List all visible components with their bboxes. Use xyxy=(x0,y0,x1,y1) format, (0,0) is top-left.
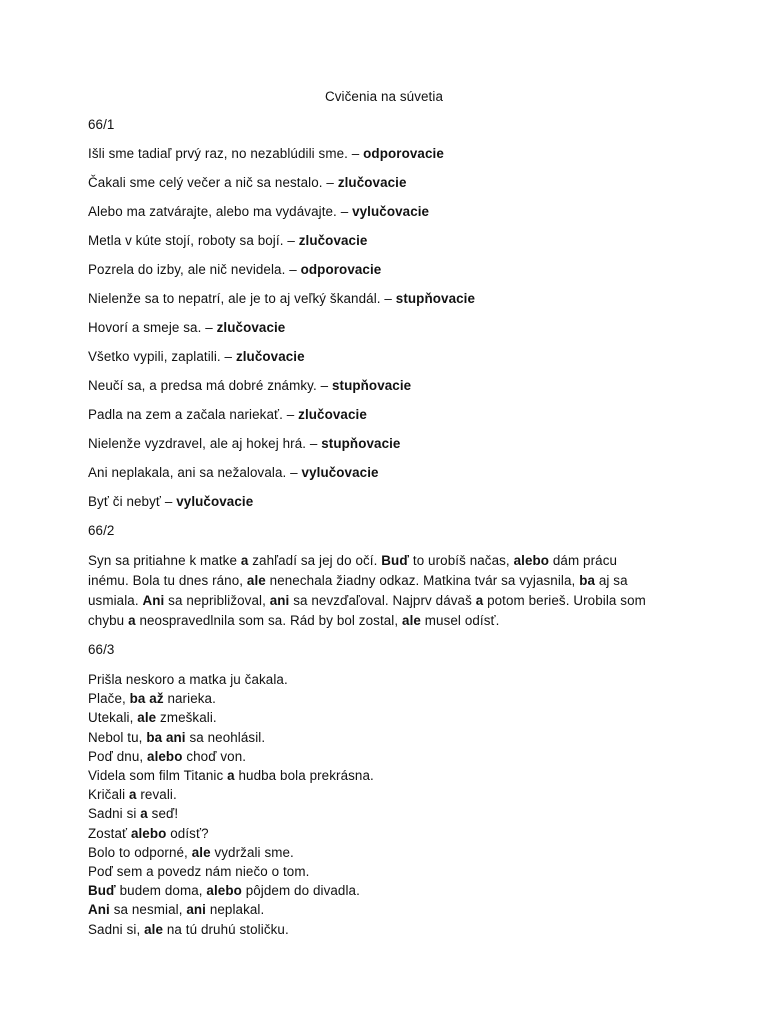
sentence-text: Nielenže vyzdravel, ale aj hokej hrá. – xyxy=(88,436,322,451)
sentence-line xyxy=(88,348,680,366)
sentence-text: Poď dnu, xyxy=(88,748,148,764)
sentence-text: Alebo ma zatvárajte, alebo ma vydávajte. – xyxy=(88,204,353,219)
sentence-text: neospravedlnila som sa. Rád by bol zostal, xyxy=(135,613,403,628)
sentence-text: sa nepribližoval, xyxy=(164,593,270,608)
bold-term: ba ani xyxy=(146,729,186,745)
sentence-line xyxy=(88,377,680,395)
sentence-text: potom berieš. Urobila som xyxy=(483,593,646,608)
sentence-line xyxy=(88,290,680,308)
sentence-list xyxy=(88,145,680,511)
sentence-text: Videla som film Titanic xyxy=(88,768,228,784)
bold-term: alebo xyxy=(147,748,183,764)
sentence-line xyxy=(88,406,680,424)
bold-term: alebo xyxy=(513,553,550,568)
sentence-text: inému. Bola tu dnes ráno, xyxy=(88,573,247,588)
bold-term: Ani xyxy=(142,593,165,608)
sentence-text: Padla na zem a začala nariekať. – xyxy=(88,407,299,422)
bold-term: ale xyxy=(246,573,266,588)
sentence-text: Všetko vypili, zaplatili. – xyxy=(88,349,236,364)
sentence-text: Čakali sme celý večer a nič sa nestalo. – xyxy=(88,175,338,190)
sentence-line xyxy=(88,232,680,250)
sentence-text: Sadni si xyxy=(88,806,141,822)
sentence-text: choď von. xyxy=(182,748,247,764)
paragraph-line xyxy=(88,571,680,591)
sentence-line xyxy=(88,728,680,747)
sentence-text: to urobíš načas, xyxy=(409,553,514,568)
bold-term: stupňovacie xyxy=(321,436,401,451)
paragraph-line xyxy=(88,611,680,631)
sentence-line xyxy=(88,464,680,482)
bold-term: zlučovacie xyxy=(235,349,305,364)
sentence-line xyxy=(88,785,680,804)
sentence-line xyxy=(88,319,680,337)
bold-term: vylučovacie xyxy=(301,465,379,480)
section-66-2 xyxy=(88,522,680,631)
bold-term: alebo xyxy=(130,825,167,841)
sentence-text: odísť? xyxy=(166,825,209,841)
bold-term: ale xyxy=(144,921,164,937)
sentence-text: nenechala žiadny odkaz. Matkina tvár sa vyjasnila, xyxy=(265,573,580,588)
paragraph xyxy=(88,551,680,631)
paragraph-line xyxy=(88,551,680,571)
document-title: Cvičenia na súvetia xyxy=(324,89,443,104)
sentence-line xyxy=(88,670,680,689)
sentence-text: Poď sem a povedz nám niečo o tom. xyxy=(88,864,310,880)
bold-term: stupňovacie xyxy=(331,378,412,393)
sentence-text: Metla v kúte stojí, roboty sa bojí. – xyxy=(88,233,299,248)
bold-term: ba až xyxy=(129,691,164,707)
sentence-text: Nebol tu, xyxy=(88,729,147,745)
bold-term: ani xyxy=(186,902,206,918)
sentence-text: Ani neplakala, ani sa nežalovala. – xyxy=(88,465,302,480)
bold-term: Buď xyxy=(381,553,410,568)
sentence-line xyxy=(88,824,680,843)
sentence-text: Sadni si, xyxy=(88,921,145,937)
sentence-line xyxy=(88,900,680,919)
sentence-text: zahľadí sa jej do očí. xyxy=(248,553,382,568)
sentence-text: Išli sme tadiaľ prvý raz, no nezablúdili sme. – xyxy=(88,146,364,161)
sentence-line xyxy=(88,435,680,453)
sentence-text: Nielenže sa to nepatrí, ale je to aj veľký škandál. – xyxy=(88,291,396,306)
bold-term: vylučovacie xyxy=(352,204,430,219)
sentence-text: sa nevzďaľoval. Najprv dávaš xyxy=(289,593,476,608)
bold-term: ani xyxy=(269,593,290,608)
sentence-text: neplakal. xyxy=(206,902,265,918)
sentence-text: aj sa xyxy=(595,573,628,588)
sentence-line xyxy=(88,766,680,785)
sentence-line xyxy=(88,843,680,862)
sentence-line xyxy=(88,689,680,708)
bold-term: a xyxy=(475,593,484,608)
bold-term: odporovacie xyxy=(363,146,444,161)
sentence-text: chybu xyxy=(88,613,129,628)
sentence-line xyxy=(88,747,680,766)
bold-term: Buď xyxy=(88,883,116,899)
sentence-text: Syn sa pritiahne k matke xyxy=(88,553,241,568)
bold-term: zlučovacie xyxy=(298,407,367,422)
sentence-line xyxy=(88,174,680,192)
sentence-line xyxy=(88,145,680,163)
sentence-text: pôjdem do divadla. xyxy=(241,883,360,899)
sentence-text: na tú druhú stoličku. xyxy=(163,921,289,937)
bold-term: ba xyxy=(579,573,596,588)
sentence-line xyxy=(88,804,680,823)
sentence-text: Zostať xyxy=(88,825,131,841)
bold-term: zlučovacie xyxy=(337,175,407,190)
bold-term: ale xyxy=(137,710,157,726)
bold-term: vylučovacie xyxy=(176,494,254,509)
sentence-text: zmeškali. xyxy=(156,710,217,726)
section-heading: 66/3 xyxy=(88,642,115,657)
sentence-line xyxy=(88,493,680,511)
sentence-text: budem doma, xyxy=(115,883,207,899)
bold-term: odporovacie xyxy=(300,262,382,277)
bold-term: zlučovacie xyxy=(298,233,368,248)
bold-term: a xyxy=(240,553,249,568)
sentence-list xyxy=(88,670,680,939)
sentence-line xyxy=(88,708,680,727)
sentence-text: sa neohlásil. xyxy=(185,729,266,745)
sentence-text: Neučí sa, a predsa má dobré známky. – xyxy=(88,378,332,393)
sentence-line xyxy=(88,261,680,279)
bold-term: ale xyxy=(191,844,211,860)
sentence-line xyxy=(88,920,680,939)
section-66-1 xyxy=(88,116,680,511)
bold-term: Ani xyxy=(88,902,110,918)
section-66-3 xyxy=(88,641,680,939)
sentence-text: Utekali, xyxy=(88,710,138,726)
sentence-text: Pozrela do izby, ale nič nevidela. – xyxy=(88,262,301,277)
section-heading: 66/1 xyxy=(88,117,115,132)
sentence-text: narieka. xyxy=(163,691,216,707)
sentence-text: Prišla neskoro a matka ju čakala. xyxy=(88,672,288,687)
sentence-line xyxy=(88,881,680,900)
paragraph-line xyxy=(88,591,680,611)
sentence-text: vydržali sme. xyxy=(210,844,294,860)
sentence-text: seď! xyxy=(147,806,179,822)
bold-term: a xyxy=(128,787,137,803)
sentence-text: Plače, xyxy=(88,691,130,707)
sentence-line xyxy=(88,862,680,881)
sentence-text: revali. xyxy=(136,787,177,803)
section-heading: 66/2 xyxy=(88,523,115,538)
bold-term: a xyxy=(128,613,136,628)
sentence-text: dám prácu xyxy=(549,553,618,568)
bold-term: ale xyxy=(402,613,421,628)
bold-term: zlučovacie xyxy=(216,320,286,335)
bold-term: a xyxy=(140,806,148,822)
sentence-line xyxy=(88,203,680,221)
sentence-text: Kričali xyxy=(88,787,129,803)
sentence-text: Hovorí a smeje sa. – xyxy=(88,320,217,335)
bold-term: alebo xyxy=(206,883,242,899)
sentence-text: hudba bola prekrásna. xyxy=(234,768,374,784)
sentence-text: sa nesmial, xyxy=(109,902,187,918)
bold-term: stupňovacie xyxy=(395,291,476,306)
sentence-text: Bolo to odporné, xyxy=(88,844,192,860)
sentence-text: Byť či nebyť – xyxy=(88,494,177,509)
sentence-text: usmiala. xyxy=(88,593,143,608)
bold-term: a xyxy=(227,768,235,784)
sentence-text: musel odísť. xyxy=(420,613,500,628)
